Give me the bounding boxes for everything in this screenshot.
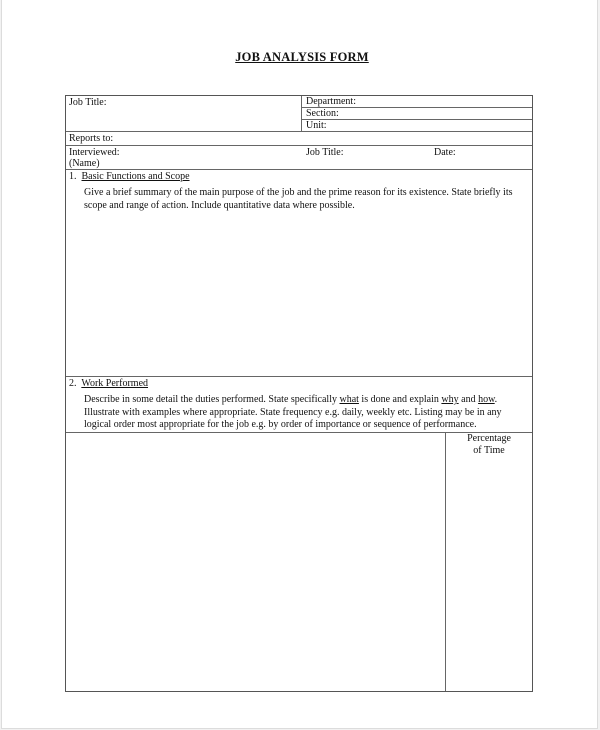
row-divider bbox=[66, 376, 532, 377]
form-title: JOB ANALYSIS FORM bbox=[235, 50, 369, 64]
interviewer-job-title-label: Job Title: bbox=[306, 147, 344, 158]
section2-number: 2. bbox=[69, 378, 77, 389]
section1-heading bbox=[69, 171, 190, 183]
reports-to-label: Reports to: bbox=[69, 133, 114, 144]
name-hint: (Name) bbox=[69, 158, 100, 169]
percentage-header-line1: Percentage bbox=[467, 433, 511, 444]
job-analysis-form bbox=[65, 95, 533, 692]
section1-number: 1. bbox=[69, 171, 77, 182]
row-divider bbox=[66, 145, 532, 146]
row-divider bbox=[66, 169, 532, 170]
basic-functions-area[interactable] bbox=[66, 200, 532, 376]
section2-instructions: Describe in some detail the duties performed. State specifically what is done and explain why and how. Illustrate with examples where appropriate. State frequency e.g. daily, weekly etc. Listing may be in any logical order most appropriate for the job e.g. by order of importance or sequence of performance. bbox=[84, 394, 502, 430]
department-label: Department: bbox=[306, 96, 356, 107]
job-title-label: Job Title: bbox=[69, 97, 107, 108]
unit-label: Unit: bbox=[306, 120, 327, 131]
section1-instructions: Give a brief summary of the main purpose of the job and the prime reason for its existence. State briefly its scope and range of action. Include quantitative data where possible. bbox=[84, 187, 513, 211]
date-label: Date: bbox=[434, 147, 456, 158]
interviewed-label: Interviewed: bbox=[69, 147, 120, 158]
section2-heading bbox=[69, 378, 148, 390]
section-label: Section: bbox=[306, 108, 339, 119]
section1-title: Basic Functions and Scope bbox=[81, 171, 190, 182]
section2-title: Work Performed bbox=[81, 378, 149, 389]
column-divider bbox=[301, 96, 302, 131]
percentage-of-time-area[interactable] bbox=[446, 458, 532, 691]
row-divider bbox=[66, 131, 532, 132]
work-performed-area[interactable] bbox=[66, 433, 445, 691]
percentage-header-line2: of Time bbox=[473, 445, 505, 456]
